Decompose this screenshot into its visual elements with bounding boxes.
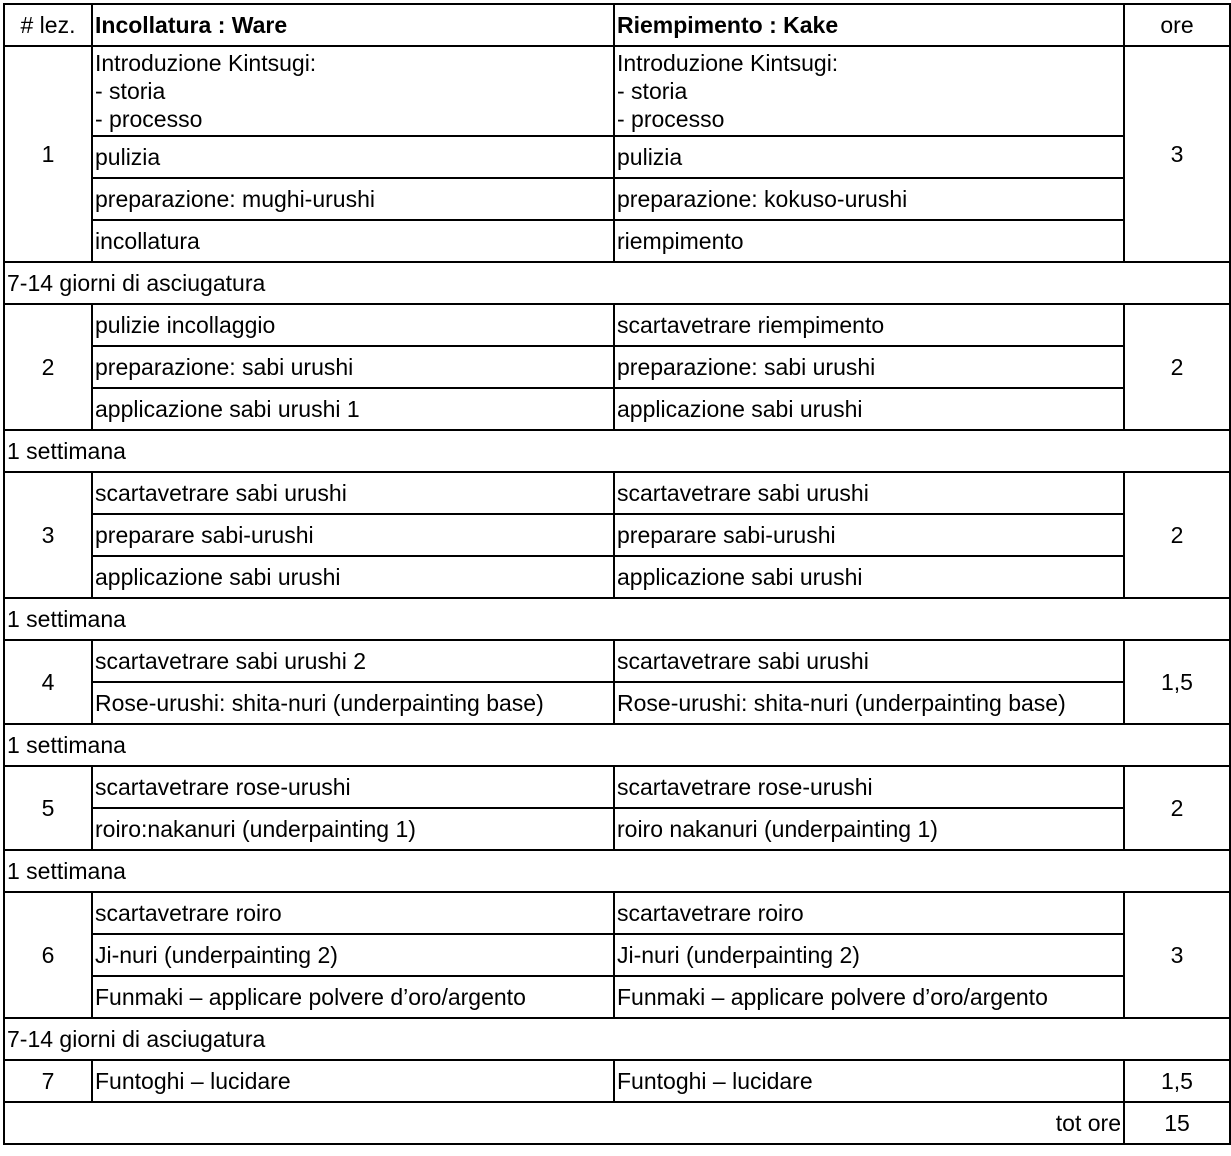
ware-step-cell: pulizia (92, 136, 614, 178)
ware-step-cell: preparazione: mughi-urushi (92, 178, 614, 220)
kake-step-cell: applicazione sabi urushi (614, 556, 1124, 598)
table-row (4, 304, 1230, 346)
table-row (4, 976, 1230, 1018)
drying-interval-cell: 1 settimana (4, 430, 1230, 472)
kake-step-cell: Ji-nuri (underpainting 2) (614, 934, 1124, 976)
ware-step-cell: scartavetrare sabi urushi (92, 472, 614, 514)
table-row (4, 178, 1230, 220)
kake-step-cell: applicazione sabi urushi (614, 388, 1124, 430)
lesson-hours-cell: 1,5 (1124, 1060, 1230, 1102)
lesson-schedule-table (3, 3, 1231, 1145)
ware-step-cell: preparazione: sabi urushi (92, 346, 614, 388)
table-row (4, 556, 1230, 598)
drying-interval-cell: 7-14 giorni di asciugatura (4, 1018, 1230, 1060)
kake-step-cell: preparazione: sabi urushi (614, 346, 1124, 388)
lesson-hours-cell: 3 (1124, 892, 1230, 1018)
table-row (4, 514, 1230, 556)
drying-interval-row (4, 1018, 1230, 1060)
lesson-number-cell: 7 (4, 1060, 92, 1102)
table-row (4, 934, 1230, 976)
total-label-cell: tot ore (4, 1102, 1124, 1144)
kake-step-cell: scartavetrare rose-urushi (614, 766, 1124, 808)
ware-step-cell: scartavetrare rose-urushi (92, 766, 614, 808)
kake-step-cell: Funtoghi – lucidare (614, 1060, 1124, 1102)
ware-step-cell: Funtoghi – lucidare (92, 1060, 614, 1102)
lesson-number-cell: 5 (4, 766, 92, 850)
ware-step-cell: applicazione sabi urushi (92, 556, 614, 598)
kake-step-cell: Rose-urushi: shita-nuri (underpainting base) (614, 682, 1124, 724)
lesson-hours-cell: 2 (1124, 304, 1230, 430)
ware-step-cell: applicazione sabi urushi 1 (92, 388, 614, 430)
lesson-hours-cell: 3 (1124, 46, 1230, 262)
kake-step-cell: Introduzione Kintsugi: - storia - processo (614, 46, 1124, 136)
kake-step-cell: riempimento (614, 220, 1124, 262)
drying-interval-row (4, 724, 1230, 766)
drying-interval-cell: 1 settimana (4, 598, 1230, 640)
table-row (4, 388, 1230, 430)
header-kake-cell: Riempimento : Kake (614, 4, 1124, 46)
drying-interval-row (4, 850, 1230, 892)
lesson-number-cell: 4 (4, 640, 92, 724)
lesson-number-cell: 1 (4, 46, 92, 262)
kake-step-cell: scartavetrare sabi urushi (614, 472, 1124, 514)
table-row (4, 46, 1230, 136)
kake-step-cell: roiro nakanuri (underpainting 1) (614, 808, 1124, 850)
header-row (4, 4, 1230, 46)
table-row (4, 808, 1230, 850)
ware-step-cell: roiro:nakanuri (underpainting 1) (92, 808, 614, 850)
table-row (4, 472, 1230, 514)
lesson-number-cell: 6 (4, 892, 92, 1018)
table-body (4, 4, 1230, 1144)
table-row (4, 220, 1230, 262)
kake-step-cell: scartavetrare sabi urushi (614, 640, 1124, 682)
lesson-hours-cell: 2 (1124, 766, 1230, 850)
drying-interval-cell: 7-14 giorni di asciugatura (4, 262, 1230, 304)
kake-step-cell: Funmaki – applicare polvere d’oro/argento (614, 976, 1124, 1018)
table-row (4, 766, 1230, 808)
header-ware-cell: Incollatura : Ware (92, 4, 614, 46)
drying-interval-row (4, 598, 1230, 640)
total-row (4, 1102, 1230, 1144)
table-row (4, 682, 1230, 724)
ware-step-cell: preparare sabi-urushi (92, 514, 614, 556)
table-row (4, 640, 1230, 682)
kake-step-cell: preparazione: kokuso-urushi (614, 178, 1124, 220)
ware-step-cell: Introduzione Kintsugi: - storia - processo (92, 46, 614, 136)
ware-step-cell: incollatura (92, 220, 614, 262)
kake-step-cell: scartavetrare roiro (614, 892, 1124, 934)
kake-step-cell: preparare sabi-urushi (614, 514, 1124, 556)
table-row (4, 346, 1230, 388)
lesson-number-cell: 2 (4, 304, 92, 430)
table-row (4, 892, 1230, 934)
lesson-hours-cell: 2 (1124, 472, 1230, 598)
kake-step-cell: pulizia (614, 136, 1124, 178)
drying-interval-row (4, 262, 1230, 304)
table-row (4, 1060, 1230, 1102)
total-hours-cell: 15 (1124, 1102, 1230, 1144)
kake-step-cell: scartavetrare riempimento (614, 304, 1124, 346)
drying-interval-cell: 1 settimana (4, 724, 1230, 766)
header-lesson-cell: # lez. (4, 4, 92, 46)
lesson-number-cell: 3 (4, 472, 92, 598)
table-row (4, 136, 1230, 178)
drying-interval-cell: 1 settimana (4, 850, 1230, 892)
ware-step-cell: scartavetrare roiro (92, 892, 614, 934)
ware-step-cell: scartavetrare sabi urushi 2 (92, 640, 614, 682)
lesson-hours-cell: 1,5 (1124, 640, 1230, 724)
ware-step-cell: Rose-urushi: shita-nuri (underpainting base) (92, 682, 614, 724)
header-hours-cell: ore (1124, 4, 1230, 46)
ware-step-cell: pulizie incollaggio (92, 304, 614, 346)
drying-interval-row (4, 430, 1230, 472)
ware-step-cell: Ji-nuri (underpainting 2) (92, 934, 614, 976)
ware-step-cell: Funmaki – applicare polvere d’oro/argento (92, 976, 614, 1018)
